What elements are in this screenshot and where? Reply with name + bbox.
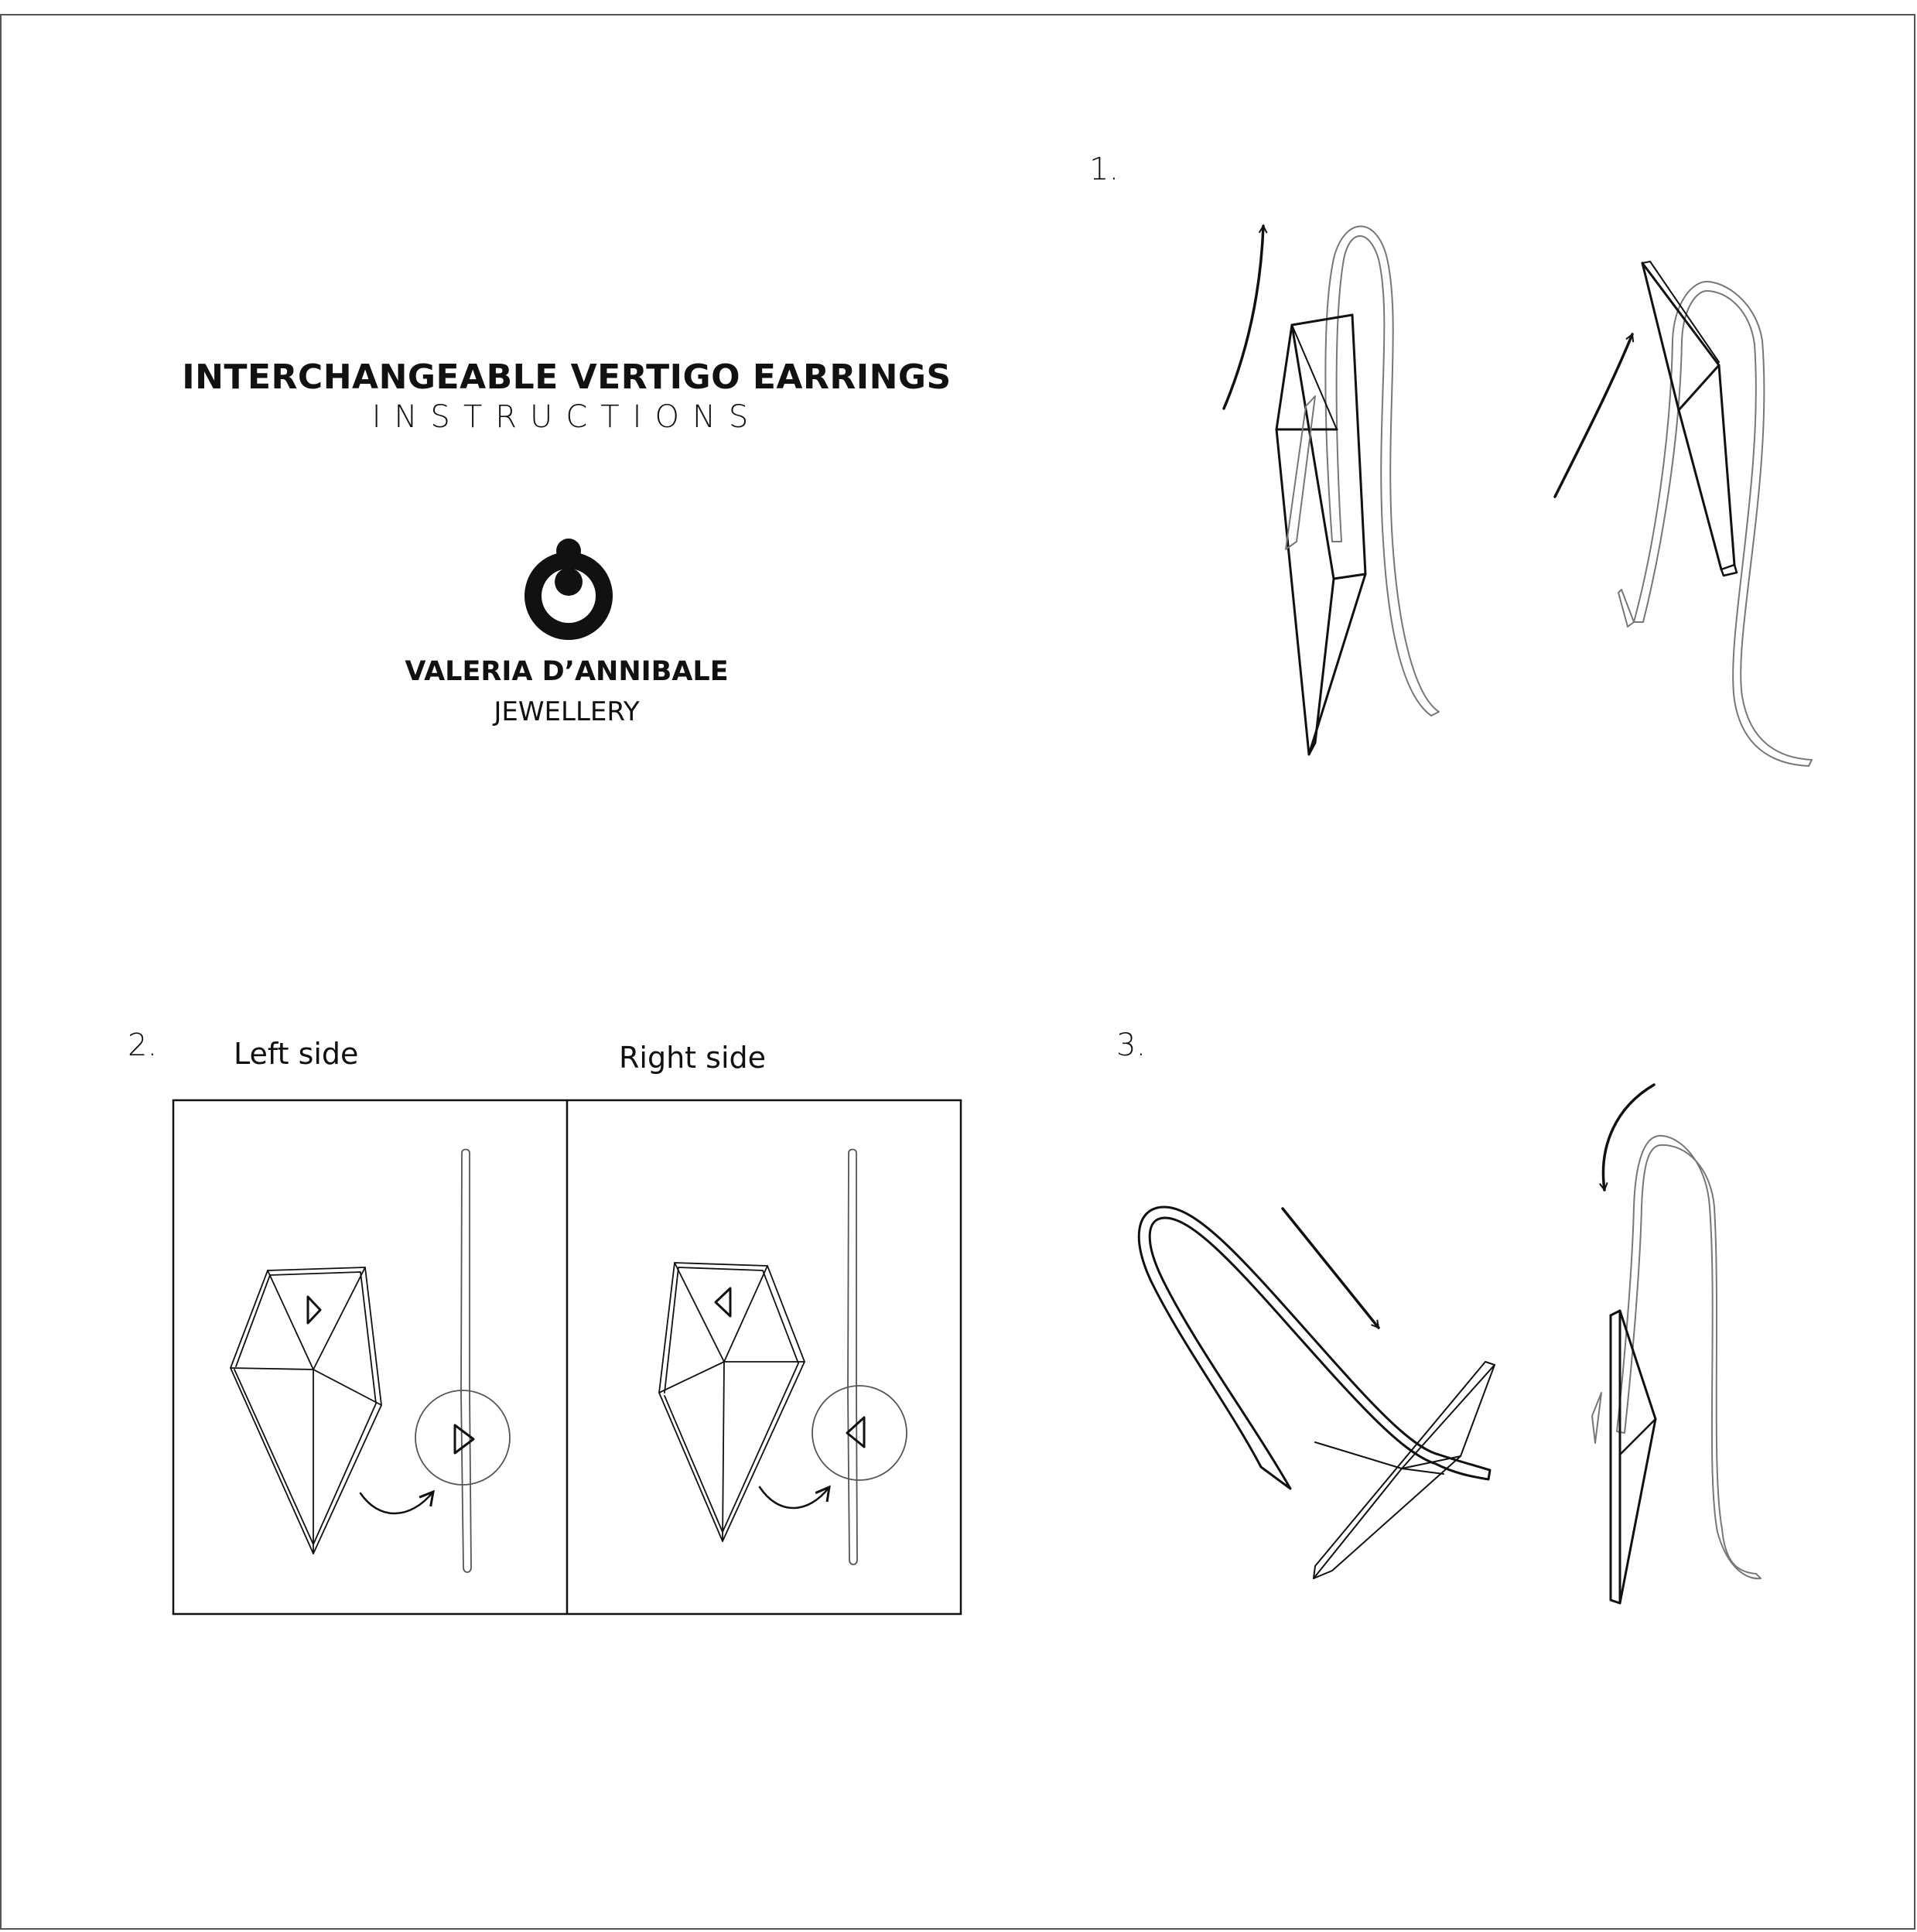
brand-tagline: JEWELLERY <box>494 696 640 727</box>
right-side-panel <box>659 1150 907 1565</box>
left-side-arrow <box>361 1492 433 1513</box>
right-hook-marker <box>847 1417 864 1447</box>
left-side-hook <box>461 1150 471 1573</box>
page-subtitle: INSTRUCTIONS <box>371 399 762 435</box>
step-2-panels <box>173 1100 961 1614</box>
right-side-magnifier <box>812 1386 907 1480</box>
right-side-hook <box>848 1150 857 1565</box>
brand-name: VALERIA D’ANNIBALE <box>405 656 729 687</box>
step-3-earring-b <box>1592 1085 1761 1603</box>
left-side-gem <box>231 1267 381 1554</box>
step-1-earring-b <box>1555 262 1812 766</box>
step-3-number: 3. <box>1116 1028 1146 1063</box>
right-side-arrow <box>760 1487 829 1508</box>
left-side-panel <box>231 1150 510 1573</box>
step-2-number: 2. <box>128 1028 158 1063</box>
right-side-label: Right side <box>619 1041 766 1075</box>
right-side-gem <box>659 1263 805 1541</box>
right-gem-marker <box>716 1288 730 1316</box>
logo-drop-circle-icon <box>533 539 604 631</box>
step-1-number: 1. <box>1089 152 1119 187</box>
left-side-label: Left side <box>234 1037 359 1071</box>
page-title: INTERCHANGEABLE VERTIGO EARRINGS <box>182 357 952 397</box>
step-3-earring-a <box>1139 1207 1495 1578</box>
left-gem-marker <box>308 1297 320 1323</box>
step-1-earring-a <box>1224 226 1439 754</box>
